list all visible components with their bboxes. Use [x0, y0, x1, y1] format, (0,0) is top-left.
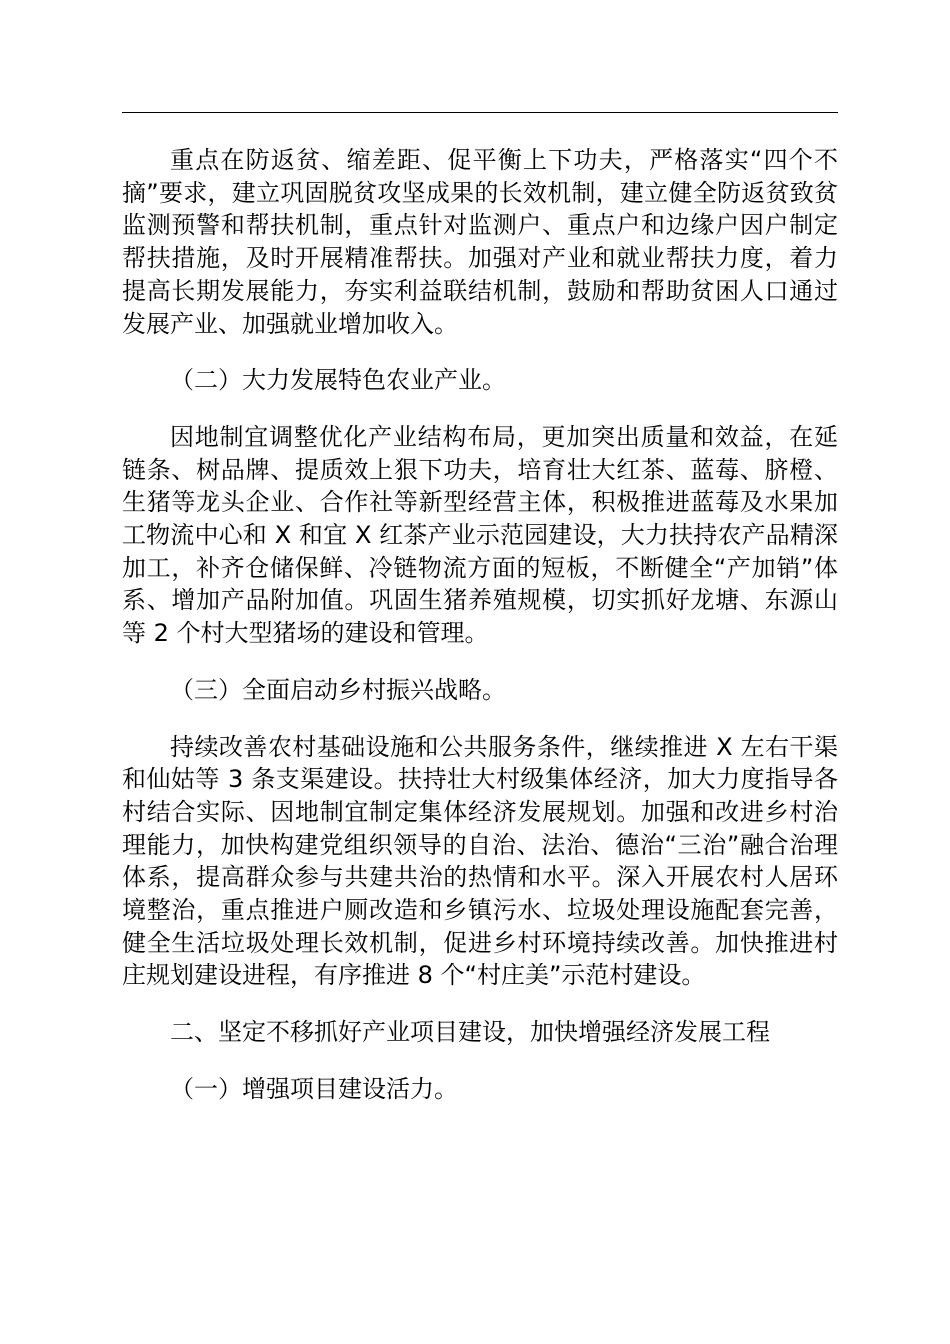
section-heading: （三）全面启动乡村振兴战略。	[170, 675, 506, 704]
section-heading: （一）增强项目建设活力。	[170, 1074, 458, 1103]
section-heading: （二）大力发展特色农业产业。	[170, 366, 506, 395]
body-paragraph: 因地制宜调整优化产业结构布局，更加突出质量和效益，在延链条、树品牌、提质效上狠下功夫，培育壮大红茶、蓝莓、脐橙、生猪等龙头企业、合作社等新型经营主体，积极推进蓝莓及水果加工物流中心和 X 和宜 X 红茶产业示范园建设，大力扶持农产品精深加工，补齐仓储保鲜、冷链物流方面的短板，不断健全“产加销”体系、增加产品附加值。巩固生猪养殖规模，切实抓好龙塘、东源山等 2 个村大型猪场的建设和管理。	[122, 422, 838, 648]
body-paragraph: 重点在防返贫、缩差距、促平衡上下功夫，严格落实“四个不摘”要求，建立巩固脱贫攻坚成果的长效机制，建立健全防返贫致贫监测预警和帮扶机制，重点针对监测户、重点户和边缘户因户制定帮扶措施，及时开展精准帮扶。加强对产业和就业帮扶力度，着力提高长期发展能力，夯实利益联结机制，鼓励和帮助贫困人口通过发展产业、加强就业增加收入。	[122, 146, 838, 338]
body-paragraph: 持续改善农村基础设施和公共服务条件，继续推进 X 左右干渠和仙姑等 3 条支渠建设。扶持壮大村级集体经济，加大力度指导各村结合实际、因地制宜制定集体经济发展规划。加强和改进乡村治理能力，加快构建党组织领导的自治、法治、德治“三治”融合治理体系，提高群众参与共建共治的热情和水平。深入开展农村人居环境整治，重点推进户厕改造和乡镇污水、垃圾处理设施配套完善，健全生活垃圾处理长效机制，促进乡村环境持续改善。加快推进村庄规划建设进程，有序推进 8 个“村庄美”示范村建设。	[122, 732, 838, 990]
document-body	[122, 144, 838, 1130]
header-rule	[122, 112, 838, 113]
chapter-heading: 二、坚定不移抓好产业项目建设，加快增强经济发展工程	[170, 1018, 770, 1047]
